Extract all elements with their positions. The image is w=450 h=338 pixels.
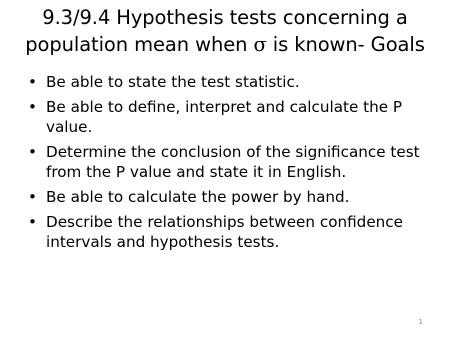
bullet-icon: • <box>28 188 37 206</box>
list-item <box>28 187 438 207</box>
page-number: 1 <box>418 318 423 326</box>
bullet-icon: • <box>28 73 37 91</box>
list-item-text: Be able to calculate the power by hand. <box>46 188 350 206</box>
list-item <box>28 212 438 252</box>
title-line-1: 9.3/9.4 Hypothesis tests concerning a <box>42 6 408 29</box>
sigma-symbol: σ <box>253 33 267 56</box>
bullet-icon: • <box>28 143 37 161</box>
list-item <box>28 142 438 182</box>
list-item <box>28 72 438 92</box>
title-line-2-start: population mean when <box>25 33 254 56</box>
bullet-icon: • <box>28 213 37 231</box>
title-line-2-end: is known- Goals <box>266 33 425 56</box>
list-item-text: Determine the conclusion of the significance test from the P value and state it in English. <box>46 143 420 181</box>
goals-list <box>28 72 438 257</box>
list-item-text: Be able to state the test statistic. <box>46 73 300 91</box>
slide-title <box>0 4 450 58</box>
list-item-text: Be able to define, interpret and calculate the P value. <box>46 98 403 136</box>
bullet-icon: • <box>28 98 37 116</box>
list-item-text: Describe the relationships between confidence intervals and hypothesis tests. <box>46 213 403 251</box>
list-item <box>28 97 438 137</box>
